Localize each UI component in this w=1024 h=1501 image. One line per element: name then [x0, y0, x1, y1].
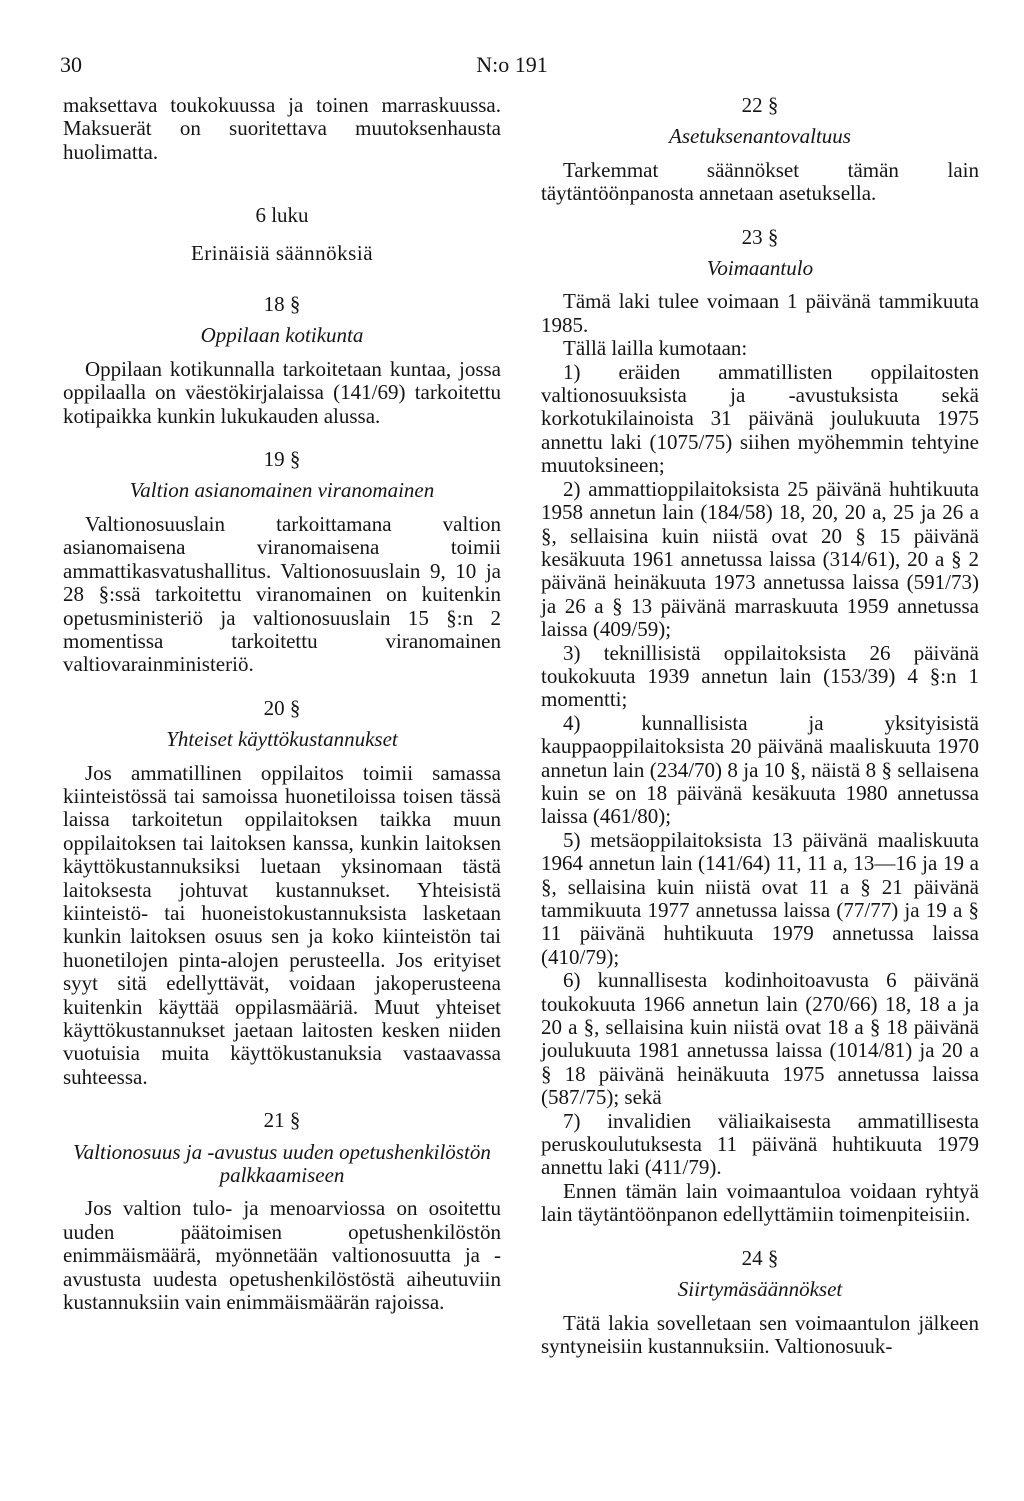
section-heading-19: 19 §	[263, 447, 301, 472]
section-title-24: Siirtymäsäännökset	[677, 1277, 843, 1302]
section-heading-21: 21 §	[263, 1108, 301, 1133]
section-paragraph-24: Tätä lakia sovelletaan sen voimaantulon jälkeen syntyneisiin kustannuksiin. Valtionosuuk-	[541, 1310, 979, 1358]
section-heading-22: 22 §	[741, 93, 779, 117]
section-paragraph-20: Jos ammatillinen oppilaitos toimii samassa kiinteistössä tai samoissa huonetiloissa toisen tässä laissa tarkoitetun oppilaitoksen taikka muun oppilaitoksen tai laitoksen kanssa, kunkin laitoksen käyttökustannuksiksi luetaan yksinomaan tästä laitoksesta johtuvat kustannukset. Yhteisistä kiinteistö- tai huoneistokustannuksista lasketaan kunkin laitoksen osuus sen ja koko kiinteistön tai huonetilojen pinta-alojen perusteella. Jos erityiset syyt sitä edellyttävät, voidaan jakoperusteena kuitenkin käyttää oppilasmääriä. Muut yhteiset käyttökustannukset jaetaan laitosten kesken niiden vuotuisia muita käyttökustanuksia vastaavassa suhteessa.	[63, 760, 501, 1089]
chapter-title: Erinäisiä säännöksiä	[190, 240, 374, 265]
repealed-item-2: 2) ammattioppilaitoksista 25 päivänä huhtikuuta 1958 annetun lain (184/58) 18, 20, 20 a, 25 ja 26 a §, sellaisina kuin niistä ovat 20 § 15 päivänä kesäkuuta 1961 annetussa laissa (314/61), 20 a § 2 päivänä heinäkuuta 1973 annetussa laissa (591/73) ja 26 a § 13 päivänä marraskuuta 1959 annetussa laissa (409/59);	[541, 476, 979, 642]
repealed-item-6: 6) kunnallisesta kodinhoitoavusta 6 päivänä toukokuuta 1966 annetun lain (270/66) 18, 18 a ja 20 a §, sellaisina kuin niistä ovat 18 a § 18 päivänä joulukuuta 1981 annetussa laissa (1014/81) ja 20 a § 18 päivänä heinäkuuta 1975 annetussa laissa (587/75); sekä	[541, 968, 979, 1110]
section-paragraph-21: Jos valtion tulo- ja menoarviossa on osoitettu uuden päätoimisen opetushenkilöstön enimmäismäärä, myönnetään valtionosuutta ja -avustusta uudesta opetushenkilöstöstä aiheutuviin kustannuksiin vain enimmäismäärän rajoissa.	[63, 1196, 501, 1315]
section-paragraph-23: Tällä lailla kumotaan:	[563, 336, 748, 361]
left-column	[63, 94, 501, 1314]
repealed-item-7: 7) invalidien väliaikaisesta ammatillisesta peruskoulutuksesta 11 päivänä huhtikuuta 1979 annettu laki (411/79).	[541, 1108, 979, 1180]
section-paragraph-22: Tarkemmat säännökset tämän lain täytäntöönpanosta annetaan asetuksella.	[541, 157, 979, 206]
repealed-item-5: 5) metsäoppilaitoksista 13 päivänä maaliskuuta 1964 annetun lain (141/64) 11, 11 a, 13—16 ja 19 a §, sellaisina kuin niistä ovat 11 a § 21 päivänä tammikuuta 1977 annetussa laissa (77/77) ja 19 a § 11 päivänä huhtikuuta 1979 annetussa laissa (410/79);	[541, 827, 979, 969]
section-heading-18: 18 §	[263, 292, 301, 317]
document-number: N:o 191	[476, 52, 548, 77]
repealed-item-3: 3) teknillisistä oppilaitoksista 26 päivänä toukokuuta 1939 annetun lain (153/39) 4 §:n 1 momentti;	[541, 640, 979, 712]
section-title-18: Oppilaan kotikunta	[200, 323, 364, 348]
section-paragraph-23: Ennen tämän lain voimaantuloa voidaan ryhtyä lain täytäntöönpanon edellyttämiin toimenpiteisiin.	[541, 1178, 979, 1227]
section-title-22: Asetuksenantovaltuus	[669, 124, 851, 149]
section-heading-20: 20 §	[263, 695, 301, 720]
page-number: 30	[60, 52, 82, 77]
section-title-21: Valtionosuus ja -avustus uuden opetushenkilöstön palkkaamiseen	[73, 1139, 491, 1188]
chapter-heading: 6 luku	[255, 203, 309, 228]
section-paragraph-23: Tämä laki tulee voimaan 1 päivänä tammikuuta 1985.	[541, 289, 979, 337]
section-title-23: Voimaantulo	[706, 256, 814, 281]
section-title-20: Yhteiset käyttökustannukset	[166, 727, 398, 752]
continuation-paragraph: maksettava toukokuussa ja toinen marraskuussa. Maksuerät on suoritettava muutoksenhausta huolimatta.	[63, 93, 501, 164]
section-heading-23: 23 §	[741, 224, 779, 249]
right-column	[541, 94, 979, 1358]
repealed-item-1: 1) eräiden ammatillisten oppilaitosten valtionosuuksista ja -avustuksista sekä korkotukilainoista 31 päivänä joulukuuta 1975 annettu laki (1075/75) siihen myöhemmin tehtyine muutoksineen;	[541, 359, 979, 478]
section-title-19: Valtion asianomainen viranomainen	[129, 478, 435, 503]
section-heading-24: 24 §	[741, 1245, 779, 1270]
repealed-item-4: 4) kunnallisista ja yksityisistä kauppaoppilaitoksista 20 päivänä maaliskuuta 1970 annetun lain (234/70) 8 ja 10 §, näistä 8 § sellaisena kuin se on 18 päivänä kesäkuuta 1980 annetussa laissa (461/80);	[541, 710, 979, 829]
section-paragraph-19: Valtionosuuslain tarkoittamana valtion asianomaisena viranomaisena toimii ammattikasvatushallitus. Valtionosuuslain 9, 10 ja 28 §:ssä tarkoitettu viranomainen on kuitenkin opetusministeriö ja valtionosuuslain 15 §:n 2 momentissa tarkoitettu viranomainen valtiovarainministeriö.	[63, 511, 501, 677]
section-paragraph-18: Oppilaan kotikunnalla tarkoitetaan kuntaa, jossa oppilaalla on väestökirjalaissa (141/69) tarkoitettu kotipaikka kunkin lukukauden alussa.	[63, 356, 501, 428]
